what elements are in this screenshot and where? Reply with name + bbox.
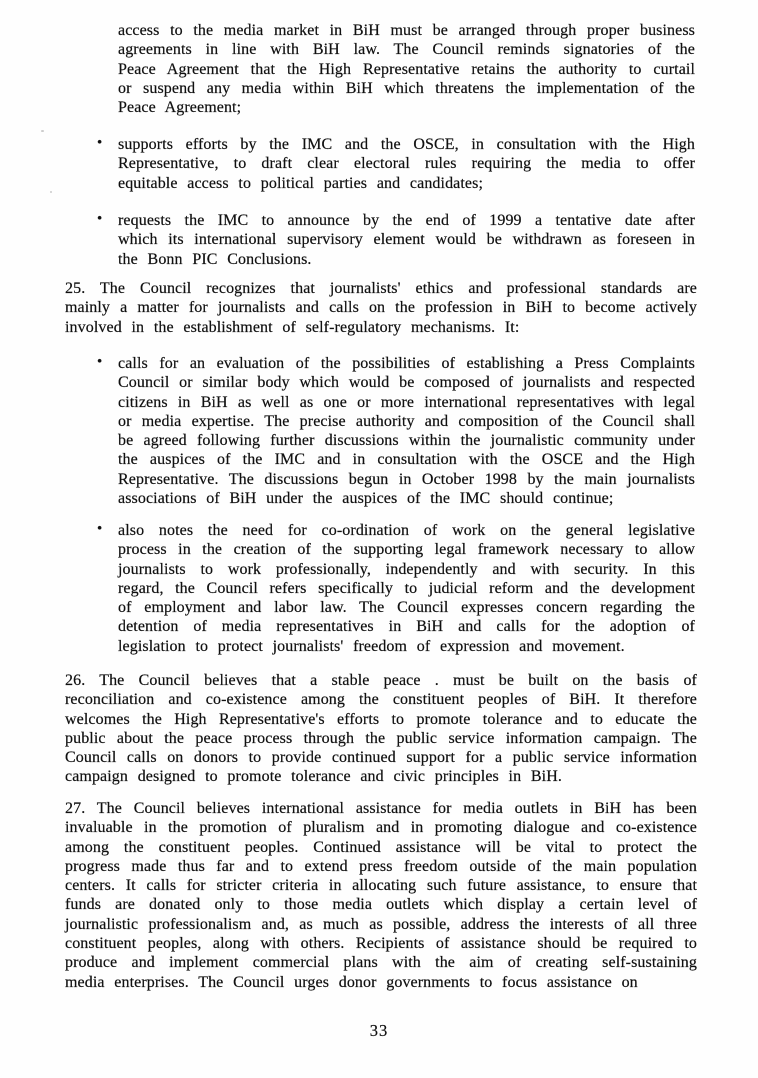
page-number: 33 bbox=[369, 1021, 389, 1040]
continuation-paragraph: access to the media market in BiH must be arranged through proper business agreements in line with BiH law. The Council reminds signatories of the Peace Agreement that the High Representative retains the authority to curtail or suspend any media within BiH which threatens the implementation of the Peace Agreement; bbox=[118, 22, 695, 117]
bullet-item-also-notes bbox=[97, 521, 695, 656]
bullet-item-requests-imc bbox=[97, 211, 695, 269]
bullet-text: supports efforts by the IMC and the OSCE, in consultation with the High Representative, to draft clear electoral rules requiring the media to offer equitable access to political parties and candidates; bbox=[118, 136, 695, 192]
bullet-icon: • bbox=[97, 521, 103, 537]
bullet-icon: • bbox=[97, 354, 103, 370]
bullet-text: calls for an evaluation of the possibilities of establishing a Press Complaints Council or similar body which would be composed of journalists and respected citizens in BiH as well as one or more international representatives with legal or media expertise. The precise authority and composition of the Council shall be agreed following further discussions within the journalistic community under the auspices of the IMC and in consultation with the OSCE and the High Representative. The discussions begun in October 1998 by the main journalists associations of BiH under the auspices of the IMC should continue; bbox=[118, 355, 695, 508]
bullet-text: also notes the need for co-ordination of work on the general legislative process in the creation of the supporting legal framework necessary to allow journalists to work professionally, independently and with security. In this regard, the Council refers specifically to judicial reform and the development of employment and labor law. The Council expresses concern regarding the detention of media representatives in BiH and calls for the adoption of legislation to protect journalists' freedom of expression and movement. bbox=[118, 522, 695, 655]
paragraph-26: 26. The Council believes that a stable peace . must be built on the basis of reconciliation and co-existence among the constituent peoples of BiH. It therefore welcomes the High Representative's efforts to promote tolerance and to educate the public about the peace process through the public service information campaign. The Council calls on donors to provide continued support for a public service information campaign designed to promote tolerance and civic principles in BiH. bbox=[65, 672, 697, 786]
bullet-item-supports-efforts bbox=[97, 135, 695, 193]
bullet-text: requests the IMC to announce by the end of 1999 a tentative date after which its international supervisory element would be withdrawn as foreseen in the Bonn PIC Conclusions. bbox=[118, 212, 695, 268]
paragraph-25: 25. The Council recognizes that journalists' ethics and professional standards are mainly a matter for journalists and calls on the profession in BiH to become actively involved in the establishment of self-regulatory mechanisms. It: bbox=[65, 280, 697, 336]
bullet-icon: • bbox=[97, 211, 103, 227]
bullet-item-calls-for-evaluation bbox=[97, 354, 695, 508]
paragraph-27: 27. The Council believes international assistance for media outlets in BiH has been invaluable in the promotion of pluralism and in promoting dialogue and co-existence among the constituent peoples. Continued assistance will be vital to protect the progress made thus far and to extend press freedom outside of the main population centers. It calls for stricter criteria in allocating such future assistance, to ensure that funds are donated only to those media outlets which display a certain level of journalistic professionalism and, as much as possible, address the interests of all three constituent peoples, along with others. Recipients of assistance should be required to produce and implement commercial plans with the aim of creating self-sustaining media enterprises. The Council urges donor governments to focus assistance on bbox=[65, 800, 697, 991]
scan-speck bbox=[41, 130, 44, 132]
scan-speck bbox=[50, 191, 52, 193]
bullet-icon: • bbox=[97, 135, 103, 151]
